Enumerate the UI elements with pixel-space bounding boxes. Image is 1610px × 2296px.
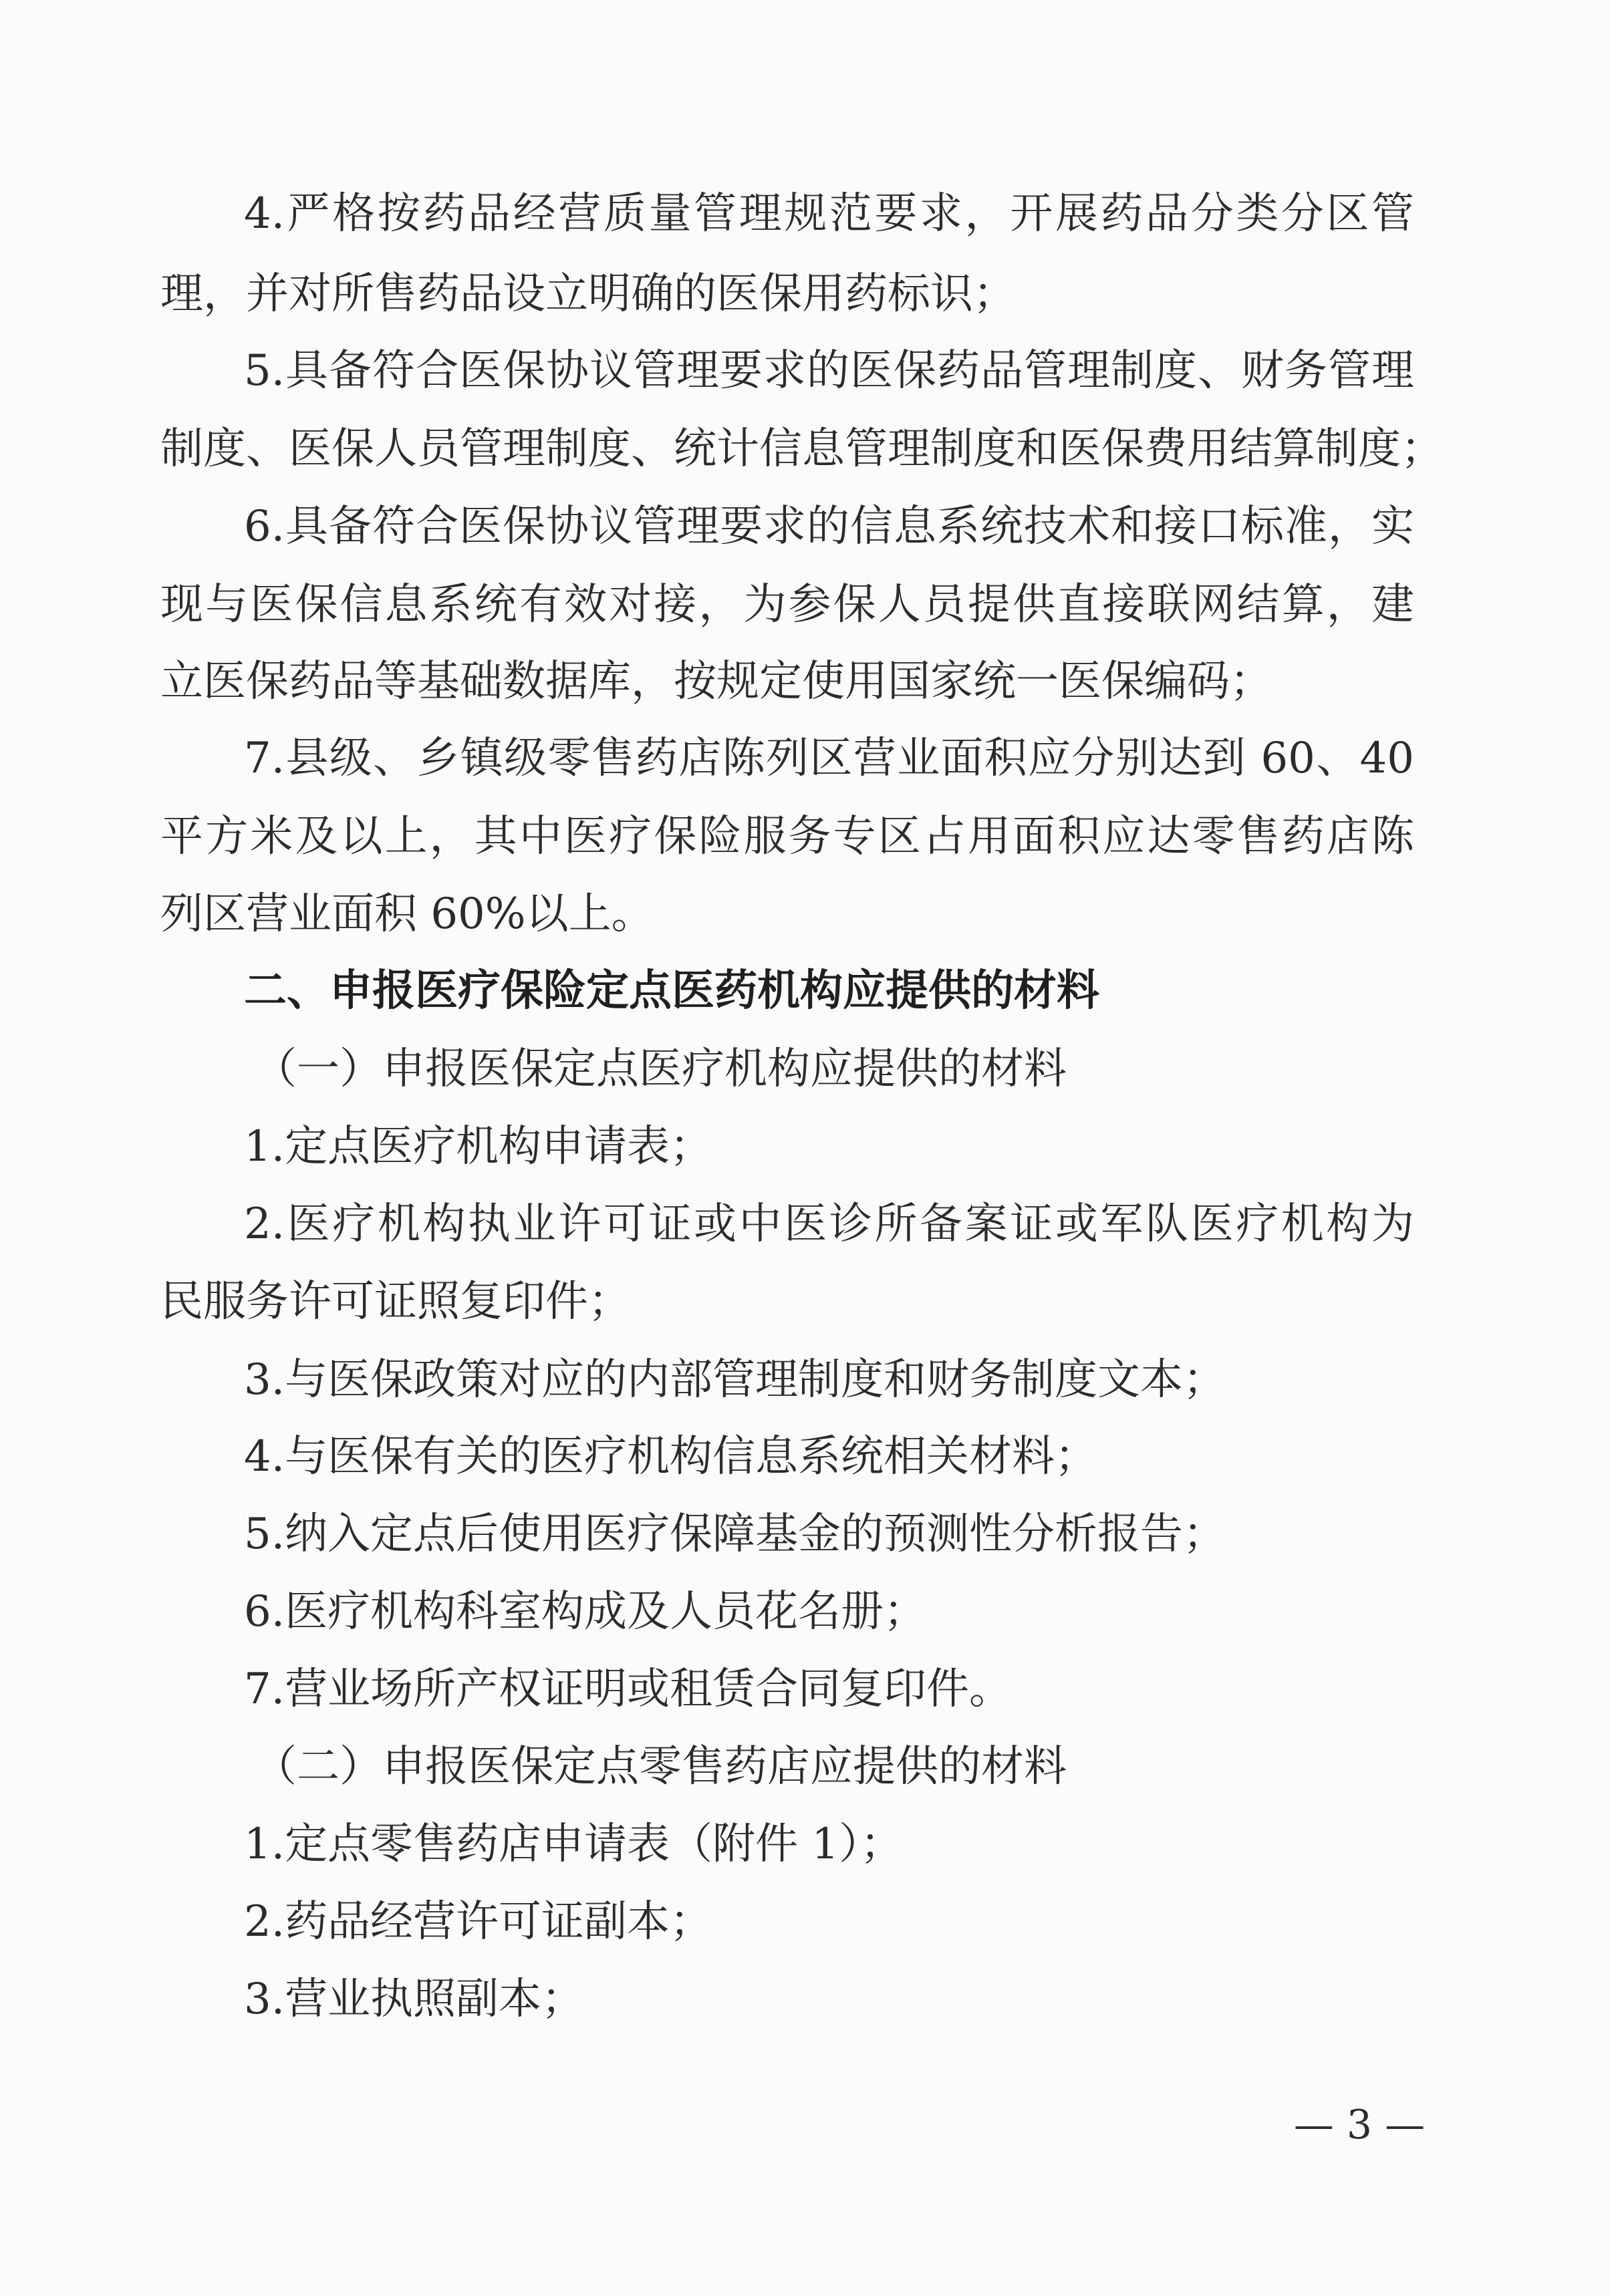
subsection-one-item3: 3.与医保政策对应的内部管理制度和财务制度文本； (244, 1355, 1226, 1405)
item7-line2: 平方米及以上，其中医疗保险服务专区占用面积应达零售药店陈 (160, 812, 1414, 861)
item4-line1: 4.严格按药品经营质量管理规范要求，开展药品分类分区管 (244, 189, 1414, 239)
item5-line2: 制度、医保人员管理制度、统计信息管理制度和医保费用结算制度； (160, 424, 1444, 474)
subsection-one-item6: 6.医疗机构科室构成及人员花名册； (244, 1587, 927, 1636)
subsection-one-item5: 5.纳入定点后使用医疗保障基金的预测性分析报告； (244, 1510, 1226, 1559)
page-number: — 3 — (1293, 2102, 1426, 2148)
subsection-two-item2: 2.药品经营许可证副本； (244, 1897, 713, 1947)
subsection-one-item2-line2: 民服务许可证照复印件； (160, 1277, 631, 1326)
subsection-one-title: （一）申报医保定点医疗机构应提供的材料 (254, 1044, 1067, 1094)
subsection-one-item7: 7.营业场所产权证明或租赁合同复印件。 (244, 1665, 1013, 1714)
subsection-two-item3: 3.营业执照副本； (244, 1975, 585, 2024)
item6-line2: 现与医保信息系统有效对接，为参保人员提供直接联网结算，建 (160, 580, 1414, 629)
section-heading-two: 二、申报医疗保险定点医药机构应提供的材料 (244, 966, 1099, 1016)
item6-line3: 立医保药品等基础数据库，按规定使用国家统一医保编码； (160, 657, 1272, 706)
item7-line1: 7.县级、乡镇级零售药店陈列区营业面积应分别达到 60、40 (244, 734, 1414, 783)
item5-line1: 5.具备符合医保协议管理要求的医保药品管理制度、财务管理 (244, 346, 1414, 396)
subsection-two-item1: 1.定点零售药店申请表（附件 1）； (244, 1820, 904, 1869)
subsection-one-item1: 1.定点医疗机构申请表； (244, 1122, 713, 1171)
subsection-one-item4: 4.与医保有关的医疗机构信息系统相关材料； (244, 1432, 1098, 1481)
item4-line2: 理，并对所售药品设立明确的医保用药标识； (160, 269, 1016, 319)
item7-line3: 列区营业面积 60%以上。 (160, 889, 654, 939)
subsection-two-title: （二）申报医保定点零售药店应提供的材料 (254, 1742, 1067, 1791)
subsection-one-item2-line1: 2.医疗机构执业许可证或中医诊所备案证或军队医疗机构为 (244, 1199, 1414, 1249)
item6-line1: 6.具备符合医保协议管理要求的信息系统技术和接口标准，实 (244, 502, 1414, 551)
